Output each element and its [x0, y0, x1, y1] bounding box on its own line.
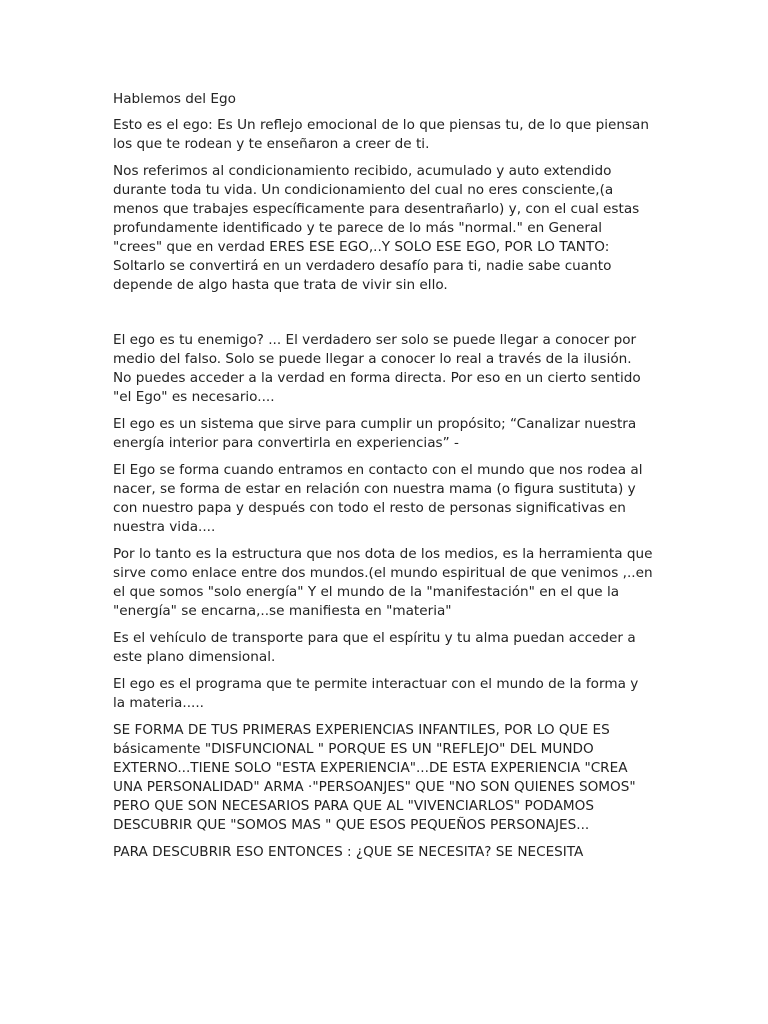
document-title: Hablemos del Ego	[113, 91, 236, 107]
paragraph-5: El Ego se forma cuando entramos en contacto con el mundo que nos rodea al nacer, se forma de estar en relación con nuestra mama (o figura sustituta) y con nuestro papa y después con todo el resto de personas significativas en nuestra vida....	[113, 462, 643, 535]
paragraph-4: El ego es un sistema que sirve para cumplir un propósito; “Canalizar nuestra energía interior para convertirla en experiencias” -	[113, 416, 637, 451]
paragraph-10: PARA DESCUBRIR ESO ENTONCES : ¿QUE SE NECESITA? SE NECESITA	[113, 844, 584, 860]
paragraph-7: Es el vehículo de transporte para que el espíritu y tu alma puedan acceder a este plano dimensional.	[113, 630, 636, 665]
paragraph-1: Esto es el ego: Es Un reflejo emocional de lo que piensas tu, de lo que piensan los que te rodean y te enseñaron a creer de ti.	[113, 117, 649, 152]
paragraph-8: El ego es el programa que te permite interactuar con el mundo de la forma y la materia.....	[113, 676, 639, 711]
paragraph-9: SE FORMA DE TUS PRIMERAS EXPERIENCIAS INFANTILES, POR LO QUE ES básicamente "DISFUNCIONAL " PORQUE ES UN "REFLEJO" DEL MUNDO EXTERNO...TIENE SOLO "ESTA EXPERIENCIA"...DE ESTA EXPERIENCIA "CREA UNA PERSONALIDAD" ARMA ·"PERSOANJES" QUE "NO SON QUIENES SOMOS" PERO QUE SON NECESARIOS PARA QUE AL "VIVENCIARLOS" PODAMOS DESCUBRIR QUE "SOMOS MAS " QUE ESOS PEQUEÑOS PERSONAJES...	[113, 722, 636, 833]
paragraph-2: Nos referimos al condicionamiento recibido, acumulado y auto extendido durante toda tu vida. Un condicionamiento del cual no eres consciente,(a menos que trabajes específicamente para desentrañarlo) y, con el cual estas profundamente identificado y te parece de lo más "normal." en General "crees" que en verdad ERES ESE EGO,..Y SOLO ESE EGO, POR LO TANTO: Soltarlo se convertirá en un verdadero desafío para ti, nadie sabe cuanto depende de algo hasta que trata de vivir sin ello.	[113, 163, 640, 293]
document-page	[113, 90, 653, 870]
blank-gap	[113, 303, 653, 331]
paragraph-6: Por lo tanto es la estructura que nos dota de los medios, es la herramienta que sirve como enlace entre dos mundos.(el mundo espiritual de que venimos ,..en el que somos "solo energía" Y el mundo de la "manifestación" en el que la "energía" se encarna,..se manifiesta en "materia"	[113, 546, 653, 619]
paragraph-3: El ego es tu enemigo? ... El verdadero ser solo se puede llegar a conocer por medio del falso. Solo se puede llegar a conocer lo real a través de la ilusión. No puedes acceder a la verdad en forma directa. Por eso en un cierto sentido "el Ego" es necesario....	[113, 332, 641, 405]
